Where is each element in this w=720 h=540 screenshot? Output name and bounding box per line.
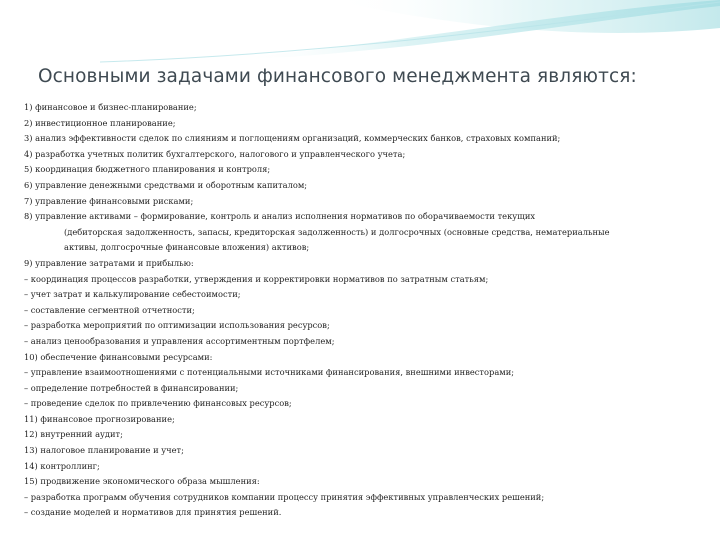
decorative-band-lower (240, 0, 720, 60)
list-item: 7) управление финансовыми рисками; (24, 195, 194, 206)
list-item: 4) разработка учетных политик бухгалтерского, налогового и управленческого учета; (24, 148, 406, 159)
list-item: – учет затрат и калькулирование себестоимости; (24, 289, 241, 300)
list-item: – разработка мероприятий по оптимизации использования ресурсов; (24, 320, 330, 331)
list-item: – создание моделей и нормативов для принятия решений. (24, 507, 282, 518)
list-item: 6) управление денежными средствами и оборотным капиталом; (24, 179, 308, 190)
decorative-band-line (100, 2, 720, 62)
list-item-continuation: активы, долгосрочные финансовые вложения) активов; (64, 242, 310, 253)
list-item: 5) координация бюджетного планирования и контроля; (24, 164, 271, 175)
slide-title: Основными задачами финансового менеджмента являются: (38, 66, 637, 87)
list-item: 14) контроллинг; (24, 460, 100, 471)
list-item: – координация процессов разработки, утверждения и корректировки нормативов по затратным статьям; (24, 273, 489, 284)
list-item: – проведение сделок по привлечению финансовых ресурсов; (24, 398, 292, 409)
list-item: 1) финансовое и бизнес-планирование; (24, 102, 197, 112)
decorative-band-upper (330, 0, 720, 33)
list-item: – анализ ценообразования и управления ассортиментным портфелем; (24, 335, 335, 346)
list-item: 10) обеспечение финансовыми ресурсами: (24, 351, 213, 362)
list-item: 2) инвестиционное планирование; (24, 117, 176, 128)
list-item: – составление сегментной отчетности; (24, 304, 195, 315)
list-item: 11) финансовое прогнозирование; (24, 413, 175, 424)
list-item: 13) налоговое планирование и учет; (24, 445, 184, 456)
list-item: – определение потребностей в финансировании; (24, 382, 239, 393)
list-item-continuation: (дебиторская задолженность, запасы, кредиторская задолженность) и долгосрочных (основные средства, нематериальные (64, 226, 610, 237)
task-list (24, 100, 700, 521)
list-item: 15) продвижение экономического образа мышления: (24, 476, 260, 487)
list-item: 9) управление затратами и прибылью: (24, 257, 194, 268)
list-item: 3) анализ эффективности сделок по слияниям и поглощениям организаций, коммерческих банков, страховых компаний; (24, 133, 561, 144)
list-item: 12) внутренний аудит; (24, 429, 123, 440)
list-item: 8) управление активами – формирование, контроль и анализ исполнения нормативов по оборачиваемости текущих (24, 211, 536, 222)
list-item: – разработка программ обучения сотрудников компании процессу принятия эффективных управленческих решений; (24, 491, 545, 502)
list-item: – управление взаимоотношениями с потенциальными источниками финансирования, внешними инвесторами; (24, 367, 515, 378)
